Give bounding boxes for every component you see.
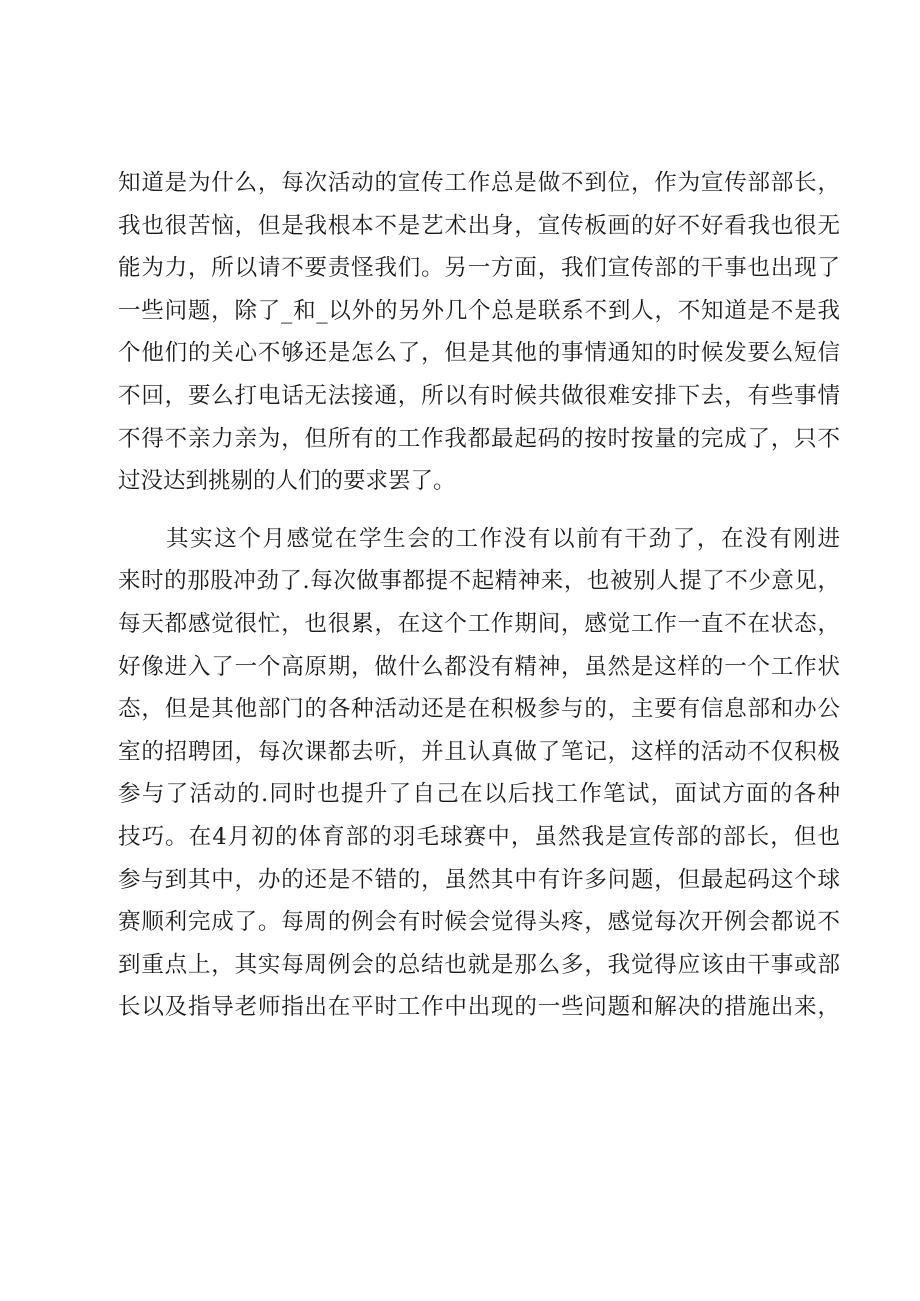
text-line: 其实这个月感觉在学生会的工作没有以前有干劲了，在没有刚进 [166,525,840,552]
text-line: 技巧。在4月初的体育部的羽毛球赛中，虽然我是宣传部的部长，但也 [118,823,840,850]
text-line: 好像进入了一个高原期，做什么都没有精神，虽然是这样的一个工作状 [118,653,840,680]
text-line: 我也很苦恼，但是我根本不是艺术出身，宣传板画的好不好看我也很无 [118,212,840,239]
text-line: 过没达到挑剔的人们的要求罢了。 [118,468,456,495]
text-line: 知道是为什么，每次活动的宣传工作总是做不到位，作为宣传部部长， [118,170,840,196]
paragraph-2 [118,518,840,1029]
text-line: 来时的那股冲劲了.每次做事都提不起精神来，也被别人提了不少意见， [118,568,840,595]
text-line: 长以及指导老师指出在平时工作中出现的一些问题和解决的措施出来， [118,994,840,1021]
text-line: 一些问题，除了_和_以外的另外几个总是联系不到人，不知道是不是我 [118,297,840,324]
paragraph-spacer [118,503,840,518]
text-line: 参与到其中，办的还是不错的，虽然其中有许多问题，但最起码这个球 [118,866,840,893]
text-line: 参与了活动的.同时也提升了自己在以后找工作笔试，面试方面的各种 [118,781,840,808]
text-line: 赛顺利完成了。每周的例会有时候会觉得头疼，感觉每次开例会都说不 [118,909,840,936]
text-line: 态，但是其他部门的各种活动还是在积极参与的，主要有信息部和办公 [118,696,840,723]
paragraph-1 [118,162,840,503]
text-line: 每天都感觉很忙，也很累，在这个工作期间，感觉工作一直不在状态， [118,610,840,637]
text-line: 到重点上，其实每周例会的总结也就是那么多，我觉得应该由干事或部 [118,951,840,978]
text-line: 不得不亲力亲为，但所有的工作我都最起码的按时按量的完成了，只不 [118,425,840,452]
text-line: 能为力，所以请不要责怪我们。另一方面，我们宣传部的干事也出现了 [118,255,840,282]
text-line: 不回，要么打电话无法接通，所以有时候共做很难安排下去，有些事情 [118,382,840,409]
text-line: 室的招聘团，每次课都去听，并且认真做了笔记，这样的活动不仅积极 [118,738,840,765]
text-line: 个他们的关心不够还是怎么了，但是其他的事情通知的时候发要么短信 [118,340,840,367]
document-body [118,162,840,1029]
